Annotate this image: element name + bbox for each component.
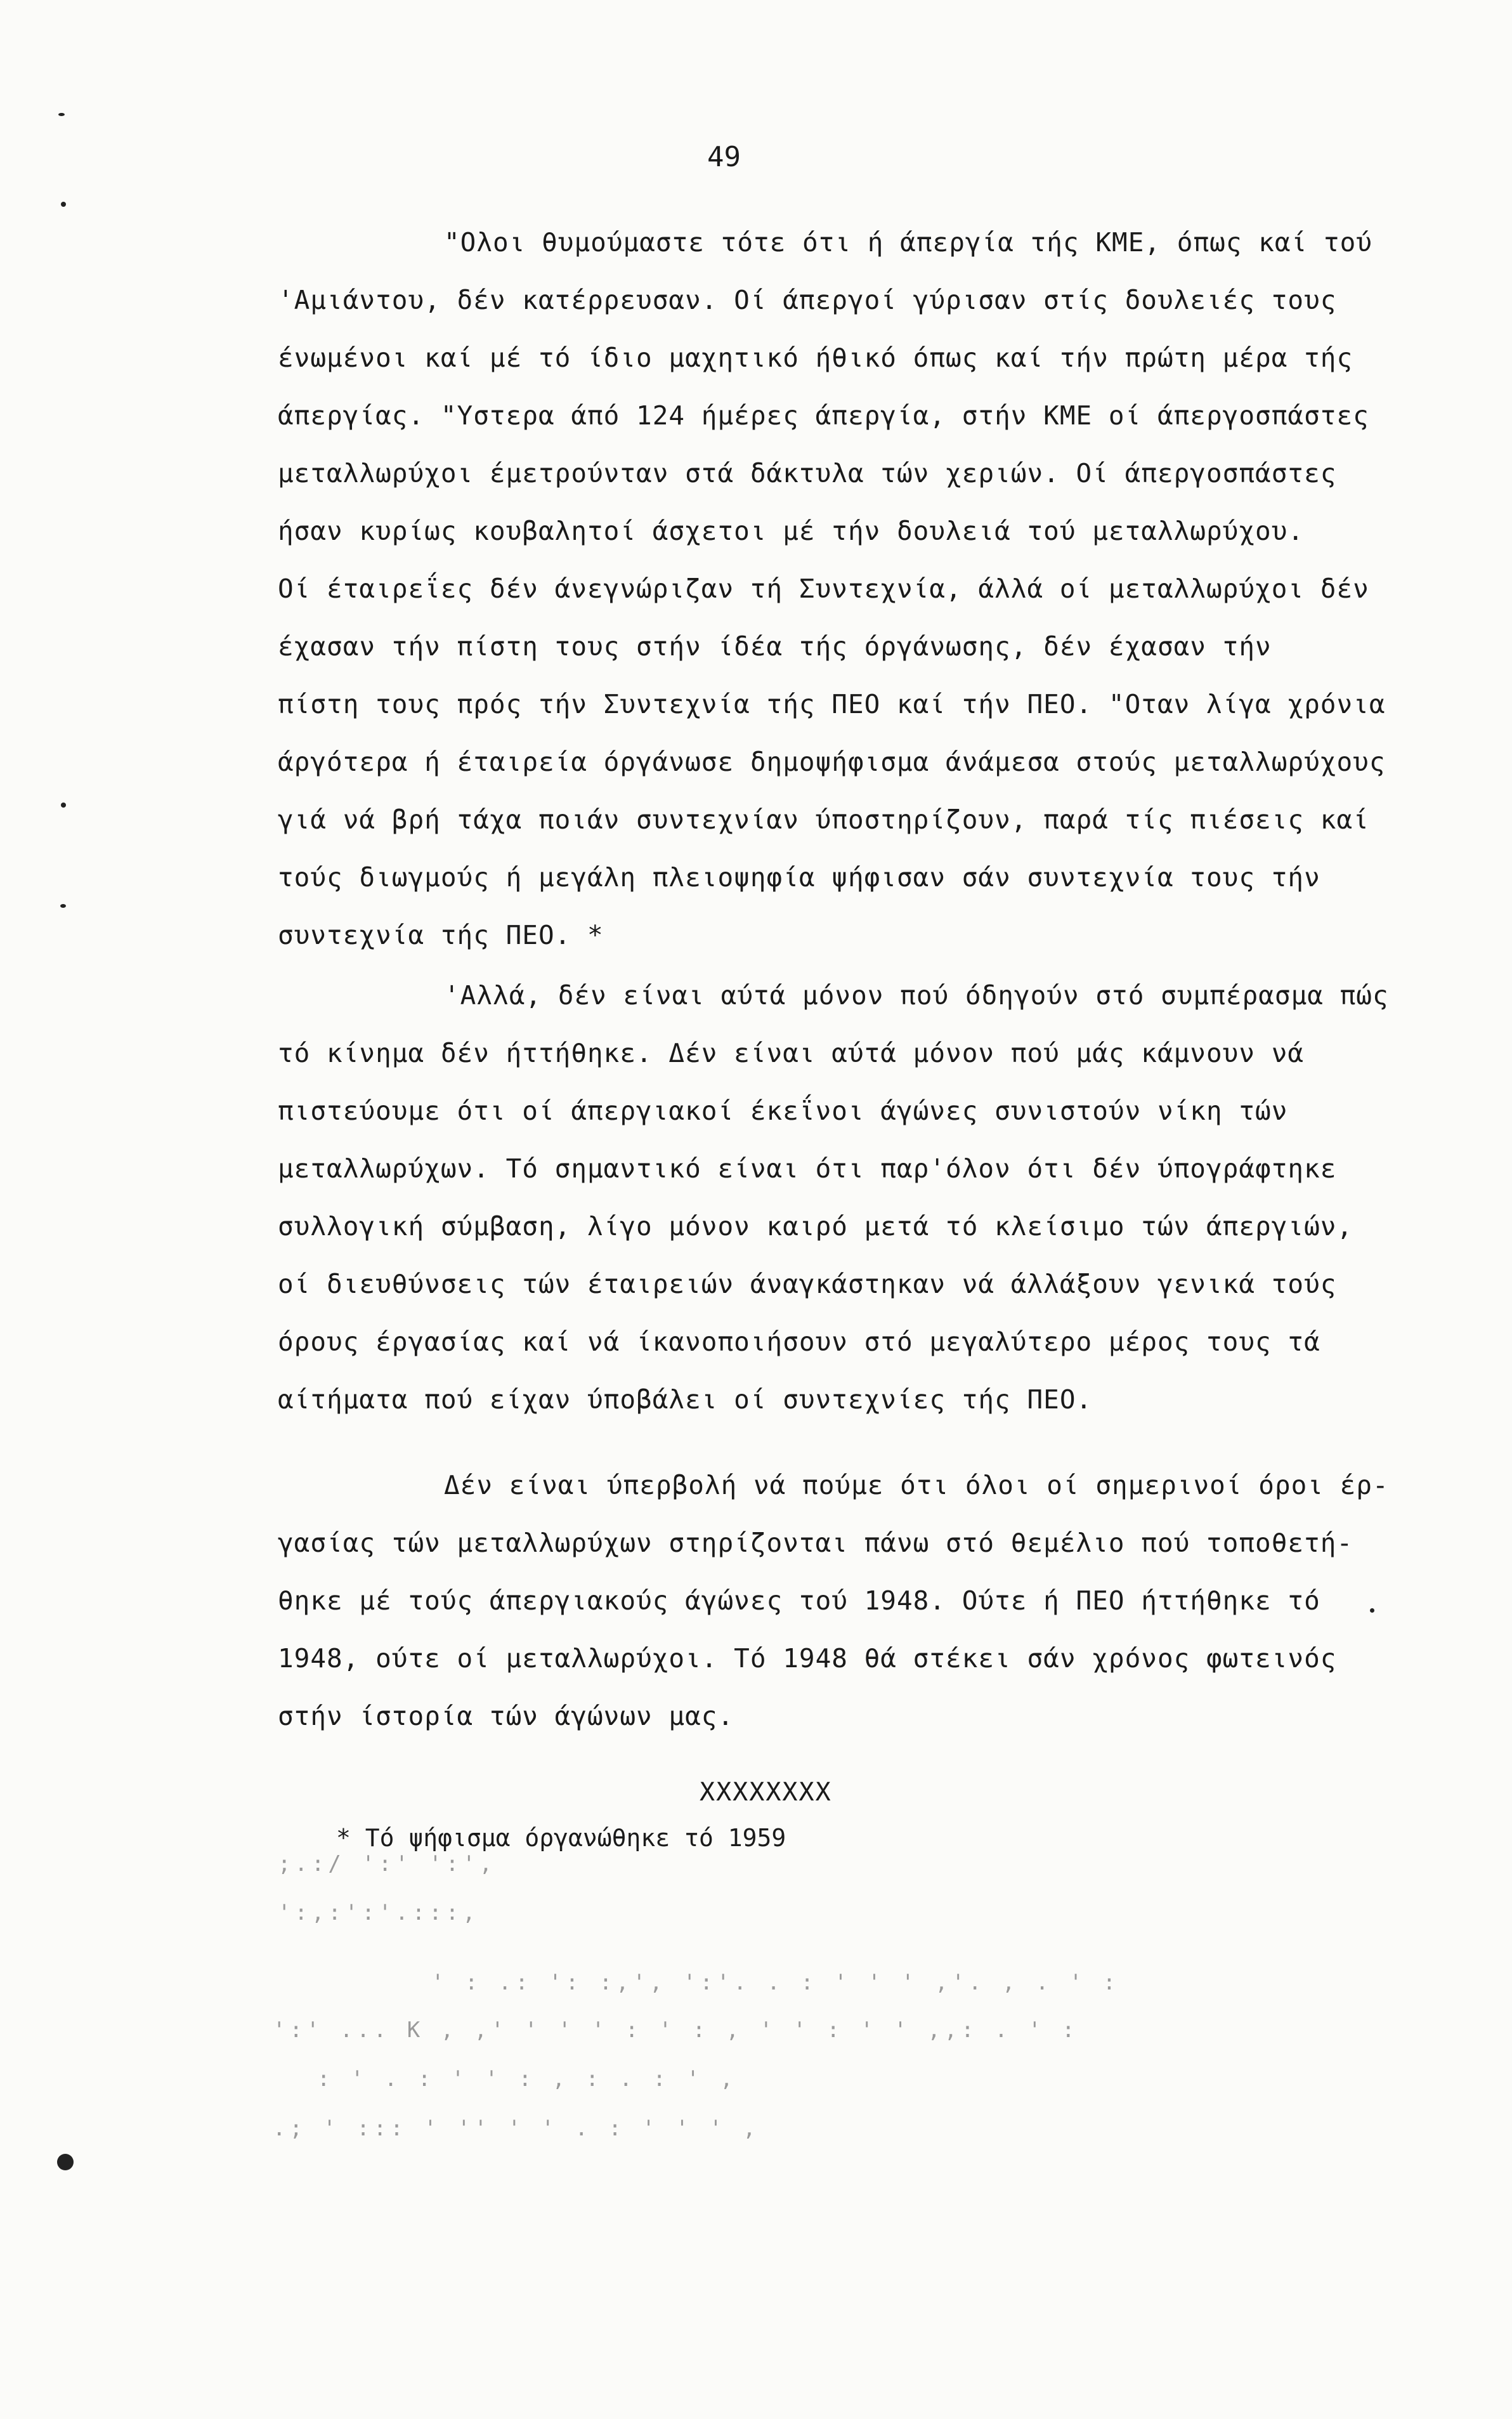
faint-line: ;.:/ ':' ':', [278, 1851, 497, 1877]
page-number: 49 [707, 141, 741, 173]
text-line: έχασαν τήν πίστη τους στήν ίδέα τής όργάνωσης, δέν έχασαν τήν [278, 631, 1272, 662]
text-line: ήσαν κυρίως κουβαλητοί άσχετοι μέ τήν δουλειά τού μεταλλωρύχου. [278, 516, 1305, 546]
text-line: όρους έργασίας καί νά ίκανοποιήσουν στό μεγαλύτερο μέρος τους τά [278, 1327, 1320, 1357]
text-line: 'Αλλά, δέν είναι αύτά μόνον πού όδηγούν στό συμπέρασμα πώς [444, 980, 1389, 1011]
text-line: γιά νά βρή τάχα ποιάν συντεχνίαν ύποστηρίζουν, παρά τίς πιέσεις καί [278, 804, 1369, 835]
footnote: * Τό ψήφισμα όργανώθηκε τό 1959 [336, 1824, 786, 1852]
text-line: ένωμένοι καί μέ τό ίδιο μαχητικό ήθικό όπως καί τήν πρώτη μέρα τής [278, 343, 1353, 373]
text-line: 1948, ούτε οί μεταλλωρύχοι. Τό 1948 θά στέκει σάν χρόνος φωτεινός [278, 1643, 1337, 1674]
text-line: άργότερα ή έταιρεία όργάνωσε δημοψήφισμα άνάμεσα στούς μεταλλωρύχους [278, 747, 1386, 777]
text-line: πίστη τους πρός τήν Συντεχνία τής ΠΕΟ καί τήν ΠΕΟ. "Οταν λίγα χρόνια [278, 689, 1386, 719]
section-separator: XXXXXXXX [700, 1778, 832, 1807]
text-line: πιστεύουμε ότι οί άπεργιακοί έκεΐνοι άγώνες συνιστούν νίκη τών [278, 1096, 1288, 1126]
scan-speck [61, 803, 66, 808]
text-line: 'Αμιάντου, δέν κατέρρευσαν. Οί άπεργοί γύρισαν στίς δουλειές τους [278, 285, 1337, 315]
text-line: Οί έταιρεΐες δέν άνεγνώριζαν τή Συντεχνία, άλλά οί μεταλλωρύχοι δέν [278, 574, 1369, 604]
text-line: συντεχνία τής ΠΕΟ. * [278, 920, 604, 950]
text-line: οί διευθύνσεις τών έταιρειών άναγκάστηκαν νά άλλάξουν γενικά τούς [278, 1269, 1337, 1299]
text-line: θηκε μέ τούς άπεργιακούς άγώνες τού 1948. Ούτε ή ΠΕΟ ήττήθηκε τό [278, 1585, 1320, 1616]
text-line: "Ολοι θυμούμαστε τότε ότι ή άπεργία τής ΚΜΕ, όπως καί τού [444, 227, 1372, 258]
text-line: μεταλλωρύχοι έμετρούνταν στά δάκτυλα τών χεριών. Οί άπεργοσπάστες [278, 458, 1337, 488]
text-line: Δέν είναι ύπερβολή νά πούμε ότι όλοι οί σημερινοί όροι έρ- [444, 1470, 1389, 1500]
text-line: αίτήματα πού είχαν ύποβάλει οί συντεχνίες τής ΠΕΟ. [278, 1384, 1093, 1415]
scan-speck [1370, 1608, 1374, 1613]
scan-speck [58, 113, 65, 116]
text-line: στήν ίστορία τών άγώνων μας. [278, 1701, 734, 1731]
text-line: μεταλλωρύχων. Τό σημαντικό είναι ότι παρ'όλον ότι δέν ύπογράφτηκε [278, 1153, 1337, 1184]
faint-line: ' : .: ': :,', ':'. . : ' ' ' ,'. , . ' : [431, 1970, 1120, 1995]
text-line: άπεργίας. "Υστερα άπό 124 ήμέρες άπεργία, στήν ΚΜΕ οί άπεργοσπάστες [278, 400, 1369, 431]
faint-line: ':' ... K , ,' ' ' ' : ' : , ' ' : ' ' ,,: . ' : [273, 2017, 1079, 2043]
text-line: συλλογική σύμβαση, λίγο μόνον καιρό μετά τό κλείσιμο τών άπεργιών, [278, 1211, 1353, 1242]
text-line: γασίας τών μεταλλωρύχων στηρίζονται πάνω στό θεμέλιο πού τοποθετή- [278, 1528, 1353, 1558]
scan-speck [60, 904, 66, 908]
scan-speck [61, 202, 66, 207]
scan-speck [57, 2154, 74, 2170]
text-line: τούς διωγμούς ή μεγάλη πλειοψηφία ψήφισαν σάν συντεχνία τους τήν [278, 862, 1320, 893]
text-line: τό κίνημα δέν ήττήθηκε. Δέν είναι αύτά μόνον πού μάς κάμνουν νά [278, 1038, 1305, 1068]
faint-line: : ' . : ' ' : , : . : ' , [317, 2066, 737, 2092]
faint-line: ':,:':'.:::, [278, 1900, 479, 1925]
faint-line: .; ' ::: ' '' ' ' . : ' ' ' , [273, 2116, 760, 2141]
